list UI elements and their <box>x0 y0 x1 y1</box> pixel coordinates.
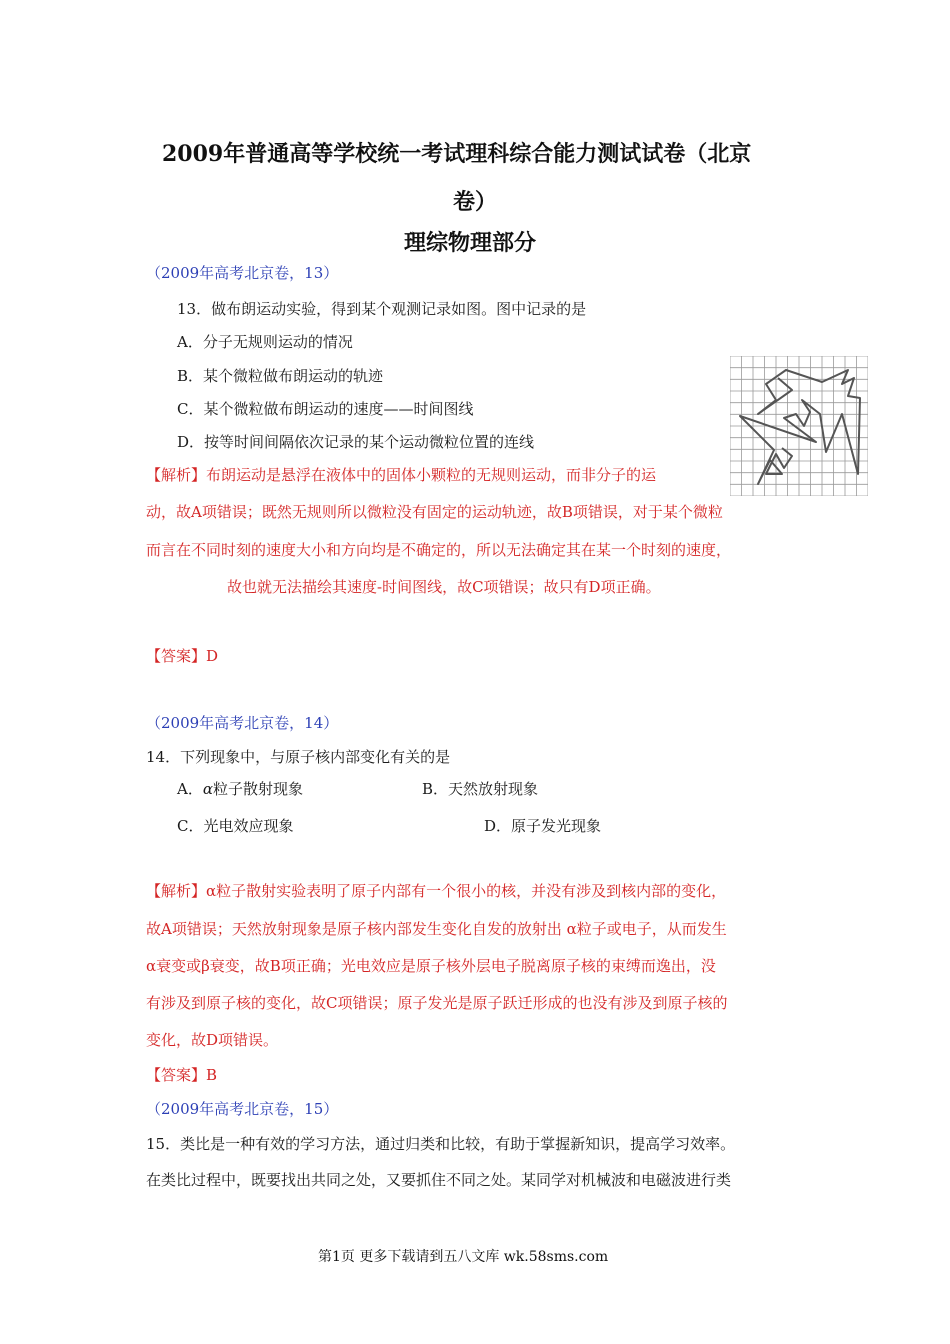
q13-source: （2009年高考北京卷，13） <box>146 264 339 282</box>
page-footer: 第1页 更多下载请到五八文库 wk.58sms.com <box>318 1249 609 1265</box>
q13-stem: 13．做布朗运动实验，得到某个观测记录如图。图中记录的是 <box>177 300 587 318</box>
q13-analysis-line2: 动，故A项错误；既然无规则所以微粒没有固定的运动轨迹，故B项错误，对于某个微粒 <box>146 503 723 521</box>
doc-title-line2: 卷） <box>453 189 498 215</box>
q14-analysis-line2: 故A项错误；天然放射现象是原子核内部发生变化自发的放射出 α粒子或电子，从而发生 <box>146 920 727 938</box>
q13-option-a: A．分子无规则运动的情况 <box>177 333 353 351</box>
q14-option-d: D．原子发光现象 <box>484 817 602 835</box>
q15-line2: 在类比过程中，既要找出共同之处，又要抓住不同之处。某同学对机械波和电磁波进行类 <box>146 1171 732 1189</box>
q14-analysis-line1: 【解析】α粒子散射实验表明了原子内部有一个很小的核，并没有涉及到核内部的变化， <box>146 882 727 900</box>
q14-analysis-line3: α衰变或β衰变，故B项正确；光电效应是原子核外层电子脱离原子核的束缚而逸出，没 <box>146 957 716 975</box>
q14-option-a <box>177 778 303 799</box>
q13-option-d: D．按等时间间隔依次记录的某个运动微粒位置的连线 <box>177 433 535 451</box>
q14-option-c: C．光电效应现象 <box>177 817 294 835</box>
q14-option-b: B．天然放射现象 <box>422 780 539 798</box>
q13-analysis-line1: 【解析】布朗运动是悬浮在液体中的固体小颗粒的无规则运动，而非分子的运 <box>146 466 657 484</box>
q14-source: （2009年高考北京卷，14） <box>146 714 339 732</box>
brownian-motion-figure <box>730 356 868 496</box>
q13-option-c: C．某个微粒做布朗运动的速度——时间图线 <box>177 400 474 418</box>
doc-title-line1: 2009年普通高等学校统一考试理科综合能力测试试卷（北京 <box>162 141 752 167</box>
q14-analysis-line5: 变化，故D项错误。 <box>146 1031 279 1049</box>
alpha-symbol: α <box>202 780 213 798</box>
q15-line1: 15．类比是一种有效的学习方法，通过归类和比较，有助于掌握新知识，提高学习效率。 <box>146 1135 736 1153</box>
q14-analysis-line4: 有涉及到原子核的变化，故C项错误；原子发光是原子跃迁形成的也没有涉及到原子核的 <box>146 994 728 1012</box>
doc-subtitle: 理综物理部分 <box>404 230 537 256</box>
q14-answer: 【答案】B <box>146 1066 218 1084</box>
q13-analysis-line3: 而言在不同时刻的速度大小和方向均是不确定的，所以无法确定其在某一个时刻的速度， <box>146 541 732 559</box>
q13-option-b: B．某个微粒做布朗运动的轨迹 <box>177 367 384 385</box>
particle-path <box>740 370 860 484</box>
q13-analysis-line4: 故也就无法描绘其速度-时间图线，故C项错误；故只有D项正确。 <box>227 578 661 596</box>
q14-option-a-prefix: A． <box>177 780 203 798</box>
q14-stem: 14．下列现象中，与原子核内部变化有关的是 <box>146 748 451 766</box>
q14-option-a-text: 粒子散射现象 <box>212 780 303 798</box>
q13-answer: 【答案】D <box>146 647 219 665</box>
q15-source: （2009年高考北京卷，15） <box>146 1100 339 1118</box>
